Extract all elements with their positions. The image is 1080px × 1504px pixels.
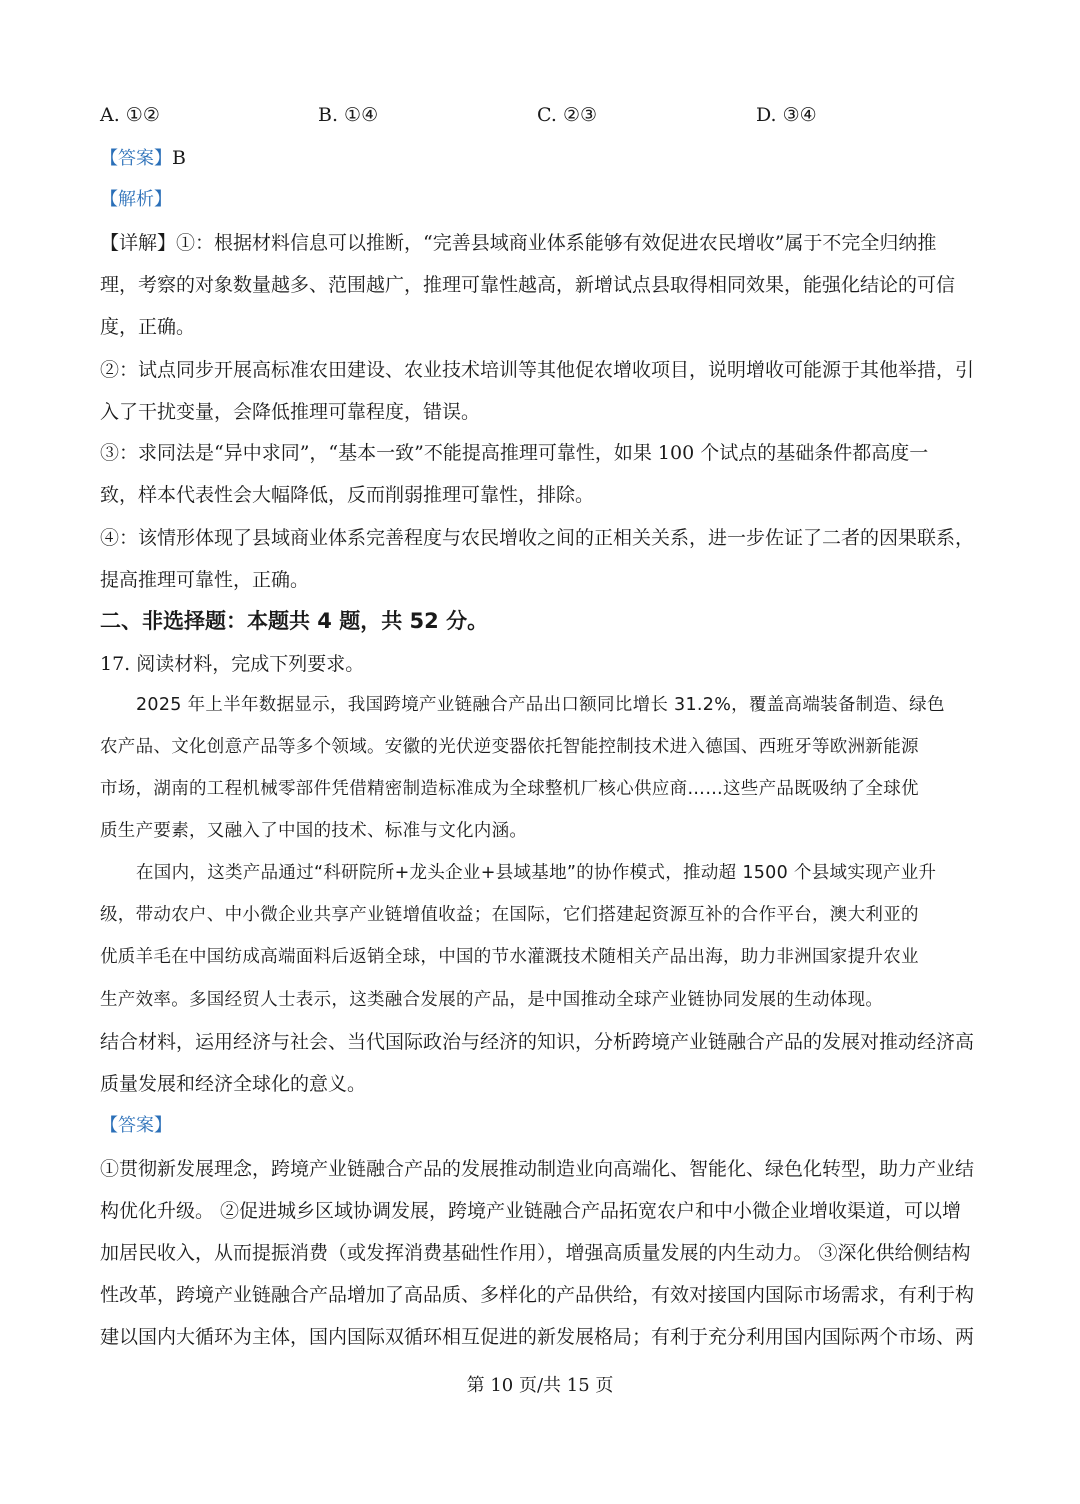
detail-line: 致，样本代表性会大幅降低，反而削弱推理可靠性，排除。	[100, 484, 595, 506]
detail-line: 理，考察的对象数量越多、范围越广，推理可靠性越高，新增试点县取得相同效果，能强化结论的可信	[100, 274, 956, 296]
answer-value: B	[172, 147, 186, 169]
detail-line: 提高推理可靠性，正确。	[100, 569, 310, 591]
page-footer: 第 10 页/共 15 页	[466, 1375, 614, 1396]
material-line: 2025 年上半年数据显示，我国跨境产业链融合产品出口额同比增长 31.2%，覆盖高端装备制造、绿色	[136, 695, 945, 715]
answer2-tag: 【答案】	[100, 1115, 172, 1136]
material-line: 生产效率。多国经贸人士表示，这类融合发展的产品，是中国推动全球产业链协同发展的生动体现。	[100, 990, 884, 1010]
material-line: 在国内，这类产品通过“科研院所+龙头企业+县域基地”的协作模式，推动超 1500 个县域实现产业升	[136, 863, 937, 883]
question-intro: 17. 阅读材料，完成下列要求。	[100, 653, 365, 675]
answer-tag: 【答案】	[100, 148, 172, 169]
material-line: 质生产要素，又融入了中国的技术、标准与文化内涵。	[100, 821, 528, 841]
answer-line	[100, 146, 186, 171]
detail-line: 入了干扰变量，会降低推理可靠程度，错误。	[100, 401, 481, 423]
material-line: 市场，湖南的工程机械零部件凭借精密制造标准成为全球整机厂核心供应商……这些产品既吸纳了全球优	[100, 779, 919, 799]
task-line: 质量发展和经济全球化的意义。	[100, 1073, 367, 1095]
answer-text-line: 构优化升级。 ②促进城乡区域协调发展，跨境产业链融合产品拓宽农户和中小微企业增收渠道，可以增	[100, 1200, 962, 1222]
analysis-tag: 【解析】	[100, 189, 172, 210]
option-d: D. ③④	[756, 104, 817, 126]
detail-line: 【详解】①：根据材料信息可以推断，“完善县域商业体系能够有效促进农民增收”属于不完全归纳推	[100, 232, 937, 254]
task-line: 结合材料，运用经济与社会、当代国际政治与经济的知识，分析跨境产业链融合产品的发展对推动经济高	[100, 1031, 975, 1053]
option-c: C. ②③	[537, 104, 598, 126]
option-b: B. ①④	[318, 104, 379, 126]
detail-line: 度，正确。	[100, 316, 196, 338]
material-line: 农产品、文化创意产品等多个领域。安徽的光伏逆变器依托智能控制技术进入德国、西班牙等欧洲新能源	[100, 737, 919, 757]
material-line: 优质羊毛在中国纺成高端面料后返销全球，中国的节水灌溉技术随相关产品出海，助力非洲国家提升农业	[100, 947, 919, 967]
choice-options	[100, 104, 980, 128]
answer-text-line: 性改革，跨境产业链融合产品增加了高品质、多样化的产品供给，有效对接国内国际市场需求，有利于构	[100, 1284, 975, 1306]
detail-line: ③：求同法是“异中求同”，“基本一致”不能提高推理可靠性，如果 100 个试点的基础条件都高度一	[100, 442, 929, 464]
answer-text-line: ①贯彻新发展理念，跨境产业链融合产品的发展推动制造业向高端化、智能化、绿色化转型，助力产业结	[100, 1158, 975, 1180]
material-line: 级，带动农户、中小微企业共享产业链增值收益；在国际，它们搭建起资源互补的合作平台，澳大利亚的	[100, 905, 919, 925]
answer-text-line: 建以国内大循环为主体，国内国际双循环相互促进的新发展格局；有利于充分利用国内国际两个市场、两	[100, 1326, 975, 1348]
detail-line: ④：该情形体现了县域商业体系完善程度与农民增收之间的正相关关系，进一步佐证了二者的因果联系，	[100, 527, 975, 549]
option-a: A. ①②	[100, 104, 160, 126]
detail-line: ②：试点同步开展高标准农田建设、农业技术培训等其他促农增收项目，说明增收可能源于其他举措，引	[100, 359, 975, 381]
section-heading: 二、非选择题：本题共 4 题，共 52 分。	[100, 609, 489, 633]
answer-text-line: 加居民收入，从而提振消费（或发挥消费基础性作用），增强高质量发展的内生动力。 ③深化供给侧结构	[100, 1242, 971, 1264]
